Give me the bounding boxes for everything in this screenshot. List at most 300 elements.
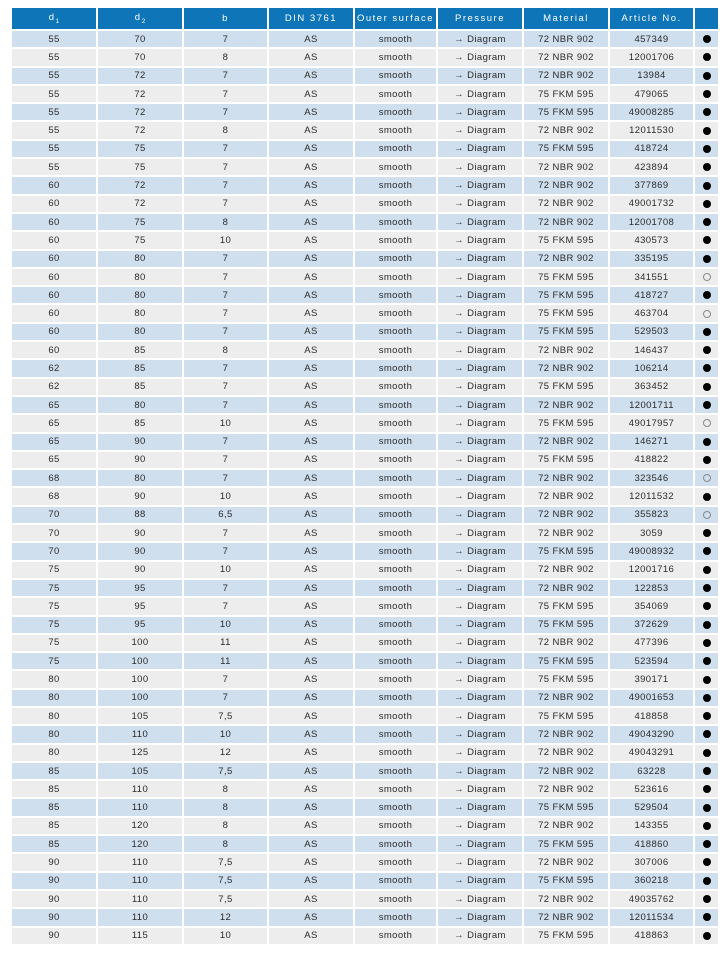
cell-d2: 90 [98,543,182,559]
cell-b: 7 [184,543,267,559]
cell-d1: 85 [12,818,96,834]
cell-availability [695,397,718,413]
availability-dot-filled-icon [703,602,711,610]
cell-b: 7 [184,86,267,102]
cell-din: AS [269,818,353,834]
cell-din: AS [269,708,353,724]
cell-outer_surface: smooth [355,232,436,248]
cell-material: 72 NBR 902 [524,31,608,47]
cell-b: 12 [184,909,267,925]
cell-b: 7 [184,251,267,267]
availability-dot-filled-icon [703,255,711,263]
cell-material: 72 NBR 902 [524,909,608,925]
table-row [12,177,718,193]
cell-b: 7 [184,141,267,157]
cell-material: 72 NBR 902 [524,360,608,376]
cell-availability [695,434,718,450]
cell-material: 75 FKM 595 [524,452,608,468]
table-row [12,287,718,303]
cell-b: 7 [184,434,267,450]
availability-dot-filled-icon [703,566,711,574]
table-header [12,8,718,29]
cell-d2: 85 [98,379,182,395]
cell-b: 10 [184,726,267,742]
cell-availability [695,415,718,431]
table-row [12,31,718,47]
cell-din: AS [269,562,353,578]
cell-article_no: 390171 [610,671,693,687]
cell-article_no: 423894 [610,159,693,175]
cell-din: AS [269,251,353,267]
cell-b: 7,5 [184,708,267,724]
cell-outer_surface: smooth [355,360,436,376]
availability-dot-open-icon [703,511,711,519]
cell-outer_surface: smooth [355,818,436,834]
cell-availability [695,251,718,267]
column-header-d1: $d_1$ [12,8,96,29]
cell-outer_surface: smooth [355,434,436,450]
cell-availability [695,653,718,669]
cell-outer_surface: smooth [355,525,436,541]
cell-d2: 90 [98,434,182,450]
cell-availability [695,452,718,468]
table-row [12,488,718,504]
cell-availability [695,818,718,834]
cell-pressure: → Diagram [438,854,522,870]
cell-material: 75 FKM 595 [524,708,608,724]
availability-dot-filled-icon [703,858,711,866]
cell-d1: 55 [12,122,96,138]
cell-pressure: → Diagram [438,251,522,267]
cell-b: 7 [184,31,267,47]
cell-material: 72 NBR 902 [524,818,608,834]
cell-outer_surface: smooth [355,49,436,65]
cell-article_no: 355823 [610,507,693,523]
cell-d2: 72 [98,122,182,138]
cell-pressure: → Diagram [438,653,522,669]
cell-availability [695,122,718,138]
cell-din: AS [269,305,353,321]
cell-b: 7 [184,671,267,687]
cell-d2: 100 [98,635,182,651]
table-row [12,324,718,340]
availability-dot-open-icon [703,419,711,427]
cell-material: 75 FKM 595 [524,873,608,889]
cell-pressure: → Diagram [438,708,522,724]
cell-material: 72 NBR 902 [524,507,608,523]
cell-pressure: → Diagram [438,324,522,340]
cell-d2: 75 [98,214,182,230]
cell-din: AS [269,617,353,633]
cell-pressure: → Diagram [438,159,522,175]
cell-availability [695,360,718,376]
column-header-din: DIN 3761 [269,8,353,29]
availability-dot-filled-icon [703,730,711,738]
cell-article_no: 430573 [610,232,693,248]
cell-b: 8 [184,342,267,358]
cell-d2: 110 [98,873,182,889]
column-header-d2: $d_2$ [98,8,182,29]
cell-b: 12 [184,745,267,761]
cell-b: 8 [184,781,267,797]
cell-d1: 55 [12,49,96,65]
cell-d1: 65 [12,434,96,450]
cell-article_no: 418863 [610,928,693,944]
cell-d1: 68 [12,470,96,486]
cell-din: AS [269,928,353,944]
cell-outer_surface: smooth [355,251,436,267]
cell-availability [695,159,718,175]
cell-availability [695,507,718,523]
cell-pressure: → Diagram [438,928,522,944]
cell-availability [695,177,718,193]
cell-d1: 85 [12,763,96,779]
cell-article_no: 12001716 [610,562,693,578]
cell-availability [695,708,718,724]
cell-d2: 80 [98,324,182,340]
availability-dot-filled-icon [703,694,711,702]
availability-dot-filled-icon [703,676,711,684]
cell-din: AS [269,690,353,706]
table-row [12,873,718,889]
cell-article_no: 12001706 [610,49,693,65]
cell-d1: 85 [12,781,96,797]
cell-material: 75 FKM 595 [524,141,608,157]
cell-d1: 65 [12,452,96,468]
cell-material: 72 NBR 902 [524,68,608,84]
table-row [12,653,718,669]
cell-availability [695,196,718,212]
cell-d1: 80 [12,745,96,761]
cell-din: AS [269,141,353,157]
cell-pressure: → Diagram [438,379,522,395]
cell-pressure: → Diagram [438,214,522,230]
table-row [12,49,718,65]
cell-d1: 70 [12,525,96,541]
cell-pressure: → Diagram [438,86,522,102]
availability-dot-filled-icon [703,493,711,501]
availability-dot-open-icon [703,273,711,281]
cell-b: 7 [184,379,267,395]
cell-outer_surface: smooth [355,854,436,870]
availability-dot-filled-icon [703,182,711,190]
cell-din: AS [269,68,353,84]
cell-din: AS [269,635,353,651]
cell-availability [695,141,718,157]
availability-dot-filled-icon [703,438,711,446]
cell-pressure: → Diagram [438,104,522,120]
cell-availability [695,909,718,925]
cell-availability [695,525,718,541]
table-row [12,763,718,779]
cell-availability [695,305,718,321]
cell-pressure: → Diagram [438,543,522,559]
cell-material: 72 NBR 902 [524,122,608,138]
cell-pressure: → Diagram [438,690,522,706]
cell-outer_surface: smooth [355,836,436,852]
availability-dot-filled-icon [703,108,711,116]
cell-din: AS [269,745,353,761]
cell-outer_surface: smooth [355,580,436,596]
availability-dot-filled-icon [703,932,711,940]
cell-b: 7 [184,525,267,541]
cell-d2: 110 [98,799,182,815]
cell-article_no: 529504 [610,799,693,815]
cell-din: AS [269,287,353,303]
table-row [12,836,718,852]
availability-dot-filled-icon [703,328,711,336]
cell-availability [695,104,718,120]
table-row [12,470,718,486]
cell-outer_surface: smooth [355,543,436,559]
cell-pressure: → Diagram [438,342,522,358]
cell-pressure: → Diagram [438,141,522,157]
cell-b: 7 [184,104,267,120]
cell-outer_surface: smooth [355,305,436,321]
cell-d1: 62 [12,360,96,376]
cell-outer_surface: smooth [355,909,436,925]
table-row [12,854,718,870]
cell-pressure: → Diagram [438,836,522,852]
cell-outer_surface: smooth [355,141,436,157]
cell-availability [695,562,718,578]
cell-pressure: → Diagram [438,635,522,651]
cell-article_no: 13984 [610,68,693,84]
cell-d2: 72 [98,196,182,212]
cell-din: AS [269,104,353,120]
cell-material: 72 NBR 902 [524,690,608,706]
cell-outer_surface: smooth [355,488,436,504]
cell-material: 75 FKM 595 [524,324,608,340]
cell-d2: 88 [98,507,182,523]
header-row [12,8,718,29]
cell-d2: 80 [98,397,182,413]
cell-d2: 95 [98,598,182,614]
cell-d1: 60 [12,269,96,285]
cell-outer_surface: smooth [355,562,436,578]
availability-dot-open-icon [703,474,711,482]
cell-outer_surface: smooth [355,653,436,669]
cell-d2: 125 [98,745,182,761]
availability-dot-filled-icon [703,401,711,409]
availability-dot-filled-icon [703,72,711,80]
cell-d1: 60 [12,214,96,230]
cell-d2: 75 [98,159,182,175]
availability-dot-filled-icon [703,163,711,171]
table-row [12,342,718,358]
cell-d1: 75 [12,562,96,578]
cell-d2: 80 [98,470,182,486]
cell-article_no: 354069 [610,598,693,614]
availability-dot-filled-icon [703,53,711,61]
cell-availability [695,928,718,944]
cell-d2: 110 [98,909,182,925]
cell-pressure: → Diagram [438,122,522,138]
cell-article_no: 477396 [610,635,693,651]
cell-article_no: 122853 [610,580,693,596]
cell-d1: 60 [12,251,96,267]
cell-din: AS [269,122,353,138]
cell-pressure: → Diagram [438,781,522,797]
cell-din: AS [269,873,353,889]
cell-din: AS [269,31,353,47]
cell-article_no: 418822 [610,452,693,468]
cell-article_no: 418860 [610,836,693,852]
cell-article_no: 49001732 [610,196,693,212]
cell-article_no: 63228 [610,763,693,779]
cell-pressure: → Diagram [438,488,522,504]
cell-b: 8 [184,818,267,834]
cell-d1: 60 [12,342,96,358]
cell-material: 72 NBR 902 [524,434,608,450]
cell-article_no: 49043291 [610,745,693,761]
cell-d1: 90 [12,873,96,889]
table-row [12,122,718,138]
availability-dot-filled-icon [703,822,711,830]
table-row [12,68,718,84]
column-header-material: Material [524,8,608,29]
cell-din: AS [269,598,353,614]
cell-d1: 70 [12,543,96,559]
cell-availability [695,891,718,907]
cell-article_no: 12011534 [610,909,693,925]
availability-dot-filled-icon [703,913,711,921]
cell-d1: 68 [12,488,96,504]
cell-b: 7 [184,159,267,175]
cell-pressure: → Diagram [438,360,522,376]
availability-dot-filled-icon [703,291,711,299]
table-row [12,580,718,596]
cell-d2: 95 [98,580,182,596]
cell-din: AS [269,232,353,248]
cell-b: 7 [184,397,267,413]
cell-material: 75 FKM 595 [524,543,608,559]
cell-availability [695,745,718,761]
cell-article_no: 523616 [610,781,693,797]
table-row [12,635,718,651]
cell-pressure: → Diagram [438,562,522,578]
cell-availability [695,543,718,559]
cell-b: 7 [184,305,267,321]
cell-outer_surface: smooth [355,671,436,687]
cell-pressure: → Diagram [438,909,522,925]
cell-article_no: 372629 [610,617,693,633]
availability-dot-filled-icon [703,895,711,903]
cell-outer_surface: smooth [355,635,436,651]
cell-din: AS [269,415,353,431]
cell-material: 72 NBR 902 [524,580,608,596]
cell-pressure: → Diagram [438,525,522,541]
cell-d2: 90 [98,562,182,578]
cell-pressure: → Diagram [438,671,522,687]
cell-d1: 60 [12,177,96,193]
availability-dot-filled-icon [703,346,711,354]
cell-din: AS [269,726,353,742]
cell-b: 7 [184,269,267,285]
cell-article_no: 529503 [610,324,693,340]
cell-outer_surface: smooth [355,159,436,175]
table-row [12,525,718,541]
cell-b: 7 [184,68,267,84]
table-row [12,415,718,431]
table-row [12,562,718,578]
table-row [12,671,718,687]
cell-b: 10 [184,562,267,578]
cell-outer_surface: smooth [355,177,436,193]
cell-d1: 80 [12,671,96,687]
cell-d2: 75 [98,232,182,248]
cell-pressure: → Diagram [438,580,522,596]
cell-article_no: 523594 [610,653,693,669]
table-row [12,104,718,120]
cell-outer_surface: smooth [355,745,436,761]
cell-material: 75 FKM 595 [524,287,608,303]
cell-din: AS [269,397,353,413]
cell-b: 10 [184,928,267,944]
table-row [12,251,718,267]
cell-outer_surface: smooth [355,86,436,102]
cell-article_no: 418727 [610,287,693,303]
cell-material: 72 NBR 902 [524,49,608,65]
cell-din: AS [269,799,353,815]
table-row [12,690,718,706]
cell-d1: 75 [12,635,96,651]
cell-article_no: 418858 [610,708,693,724]
cell-din: AS [269,543,353,559]
cell-outer_surface: smooth [355,507,436,523]
cell-pressure: → Diagram [438,49,522,65]
table-row [12,799,718,815]
cell-availability [695,580,718,596]
cell-d2: 80 [98,251,182,267]
cell-availability [695,68,718,84]
cell-b: 10 [184,232,267,248]
cell-d1: 90 [12,909,96,925]
cell-material: 75 FKM 595 [524,653,608,669]
cell-outer_surface: smooth [355,928,436,944]
cell-material: 75 FKM 595 [524,305,608,321]
cell-d1: 85 [12,836,96,852]
cell-material: 72 NBR 902 [524,214,608,230]
cell-outer_surface: smooth [355,470,436,486]
cell-d2: 80 [98,305,182,321]
cell-availability [695,214,718,230]
cell-outer_surface: smooth [355,196,436,212]
cell-article_no: 49008285 [610,104,693,120]
cell-article_no: 377869 [610,177,693,193]
cell-availability [695,488,718,504]
cell-material: 72 NBR 902 [524,781,608,797]
cell-d1: 55 [12,86,96,102]
cell-pressure: → Diagram [438,745,522,761]
cell-availability [695,232,718,248]
cell-pressure: → Diagram [438,598,522,614]
cell-pressure: → Diagram [438,232,522,248]
table-body [12,31,718,944]
cell-d1: 90 [12,854,96,870]
cell-b: 8 [184,799,267,815]
cell-d2: 80 [98,269,182,285]
cell-outer_surface: smooth [355,269,436,285]
availability-dot-filled-icon [703,218,711,226]
cell-d2: 90 [98,452,182,468]
cell-material: 75 FKM 595 [524,104,608,120]
cell-din: AS [269,49,353,65]
column-header-availability [695,8,718,29]
cell-article_no: 3059 [610,525,693,541]
cell-pressure: → Diagram [438,305,522,321]
cell-article_no: 49043290 [610,726,693,742]
